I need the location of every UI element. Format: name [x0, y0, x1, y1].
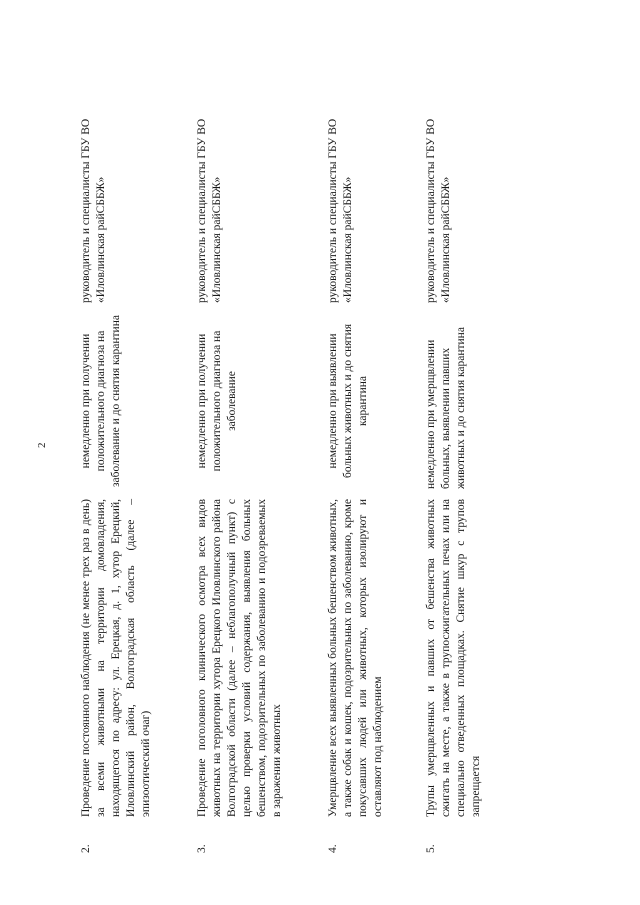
page-number: 2 — [36, 442, 48, 448]
event-responsible: руководитель и специалисты ГБУ ВО «Иловлинская райСББЖ» — [425, 118, 452, 303]
event-term: немедленно при выявлении больных животных и до снятия карантина — [327, 323, 369, 479]
row-number: 2. — [80, 844, 92, 853]
rotated-table-container — [77, 58, 517, 858]
table-row — [193, 58, 324, 858]
event-description: Проведение поголовного клинического осмотра всех видов животных на территории хутора Ерецкого Иловлинского района Волгоградской области (далее – неблагополучный пункт) с целью проверки условий содержания, выявления больных бешенством, подозрительных по заболеванию и подозреваемых в заражении животных — [196, 499, 283, 817]
event-term: немедленно при умерщвлении больных, выявлении павших животных и до снятия карантина — [425, 327, 467, 489]
event-description: Проведение постоянного наблюдения (не менее трех раз в день) за всеми животными на территории домовладения, находящегося по адресу: ул. Ерецкая, д. 1, хутор Ерецкий, Иловлинский район, Волгоградская область (далее – эпизоотический очаг) — [80, 499, 152, 817]
row-number: 4. — [327, 844, 339, 853]
row-number: 5. — [425, 844, 437, 853]
measures-table — [77, 58, 508, 858]
row-number: 3. — [196, 844, 208, 853]
event-description: Умерщвление всех выявленных больных бешенством животных, а также собак и кошек, подозрительных по заболеванию, кроме покусавших людей или животных, которых изолируют и оставляют под наблюдением — [327, 499, 384, 817]
event-term: немедленно при получении положительного диагноза на заболевание и до снятия карантина — [80, 315, 122, 487]
table-row — [324, 58, 422, 858]
event-description: Трупы умерщвленных и павших от бешенства животных сжигать на месте, а также в трупосжигательных печах или на специально отведенных площадках. Снятие шкур с трупов запрещается — [425, 499, 482, 817]
table-row — [77, 58, 193, 858]
event-responsible: руководитель и специалисты ГБУ ВО «Иловлинская райСББЖ» — [80, 118, 107, 303]
table-row — [422, 58, 508, 858]
event-term: немедленно при получении положительного диагноза на заболевание — [196, 330, 238, 472]
event-responsible: руководитель и специалисты ГБУ ВО «Иловлинская райСББЖ» — [327, 118, 354, 303]
event-responsible: руководитель и специалисты ГБУ ВО «Иловлинская райСББЖ» — [196, 118, 223, 303]
